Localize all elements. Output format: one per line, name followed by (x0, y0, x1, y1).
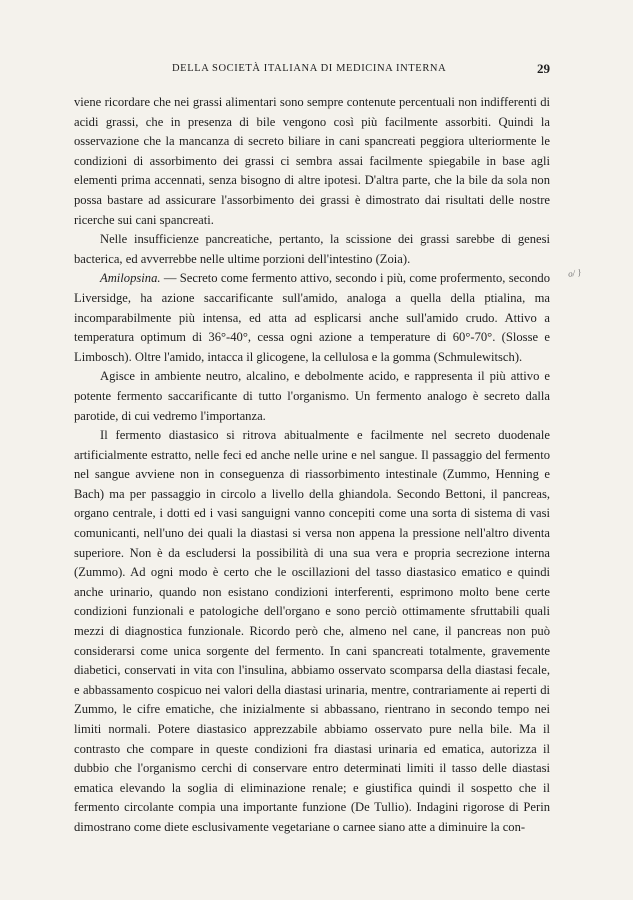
page-number: 29 (537, 61, 550, 76)
body-text (74, 93, 550, 838)
paragraph-amylopsin (74, 269, 550, 367)
paragraph-diastatic-ferment: Il fermento diastasico si ritrova abitualmente e facilmente nel secreto duodenale artificialmente estratto, nelle feci ed anche nelle urine e nel sangue. Il passaggio del fermento nel sangue avviene non in conseguenza di riassorbimento intestinale (Zummo, Henning e Bach) ma per passaggio in circolo a livello della ghiandola. Secondo Bettoni, il pancreas, organo centrale, i dotti ed i vasi sanguigni vanno concepiti come una sorta di sistema di vasi comunicanti, nell'uno dei quali la diastasi si versa non appena la pressione nell'altro diventa superiore. Non è da escludersi la possibilità di una sua vera e propria secrezione interna (Zummo). Ad ogni modo è certo che le oscillazioni del tasso diastasico ematico e quindi anche urinario, quando non esistano condizioni interferenti, esprimono molto bene certe condizioni funzionali e patologiche dell'organo e sono perciò ottimamente sfruttabili quali mezzi di diagnostica funzionale. Ricordo però che, almeno nel cane, il pancreas non può considerarsi come unica sorgente del fermento. In cani spancreati totalmente, gravemente diabetici, conservati in vita con l'insulina, abbiamo osservato scomparsa della diastasi fecale, e abbassamento cospicuo nei valori della diastasi urinaria, mentre, contrariamente ai reperti di Zummo, le cifre ematiche, che inizialmente si abbassano, rientrano in secondo tempo nei limiti normali. Potere diastasico apprezzabile abbiamo osservato pure nella bile. Ma il contrasto che compare in queste condizioni fra diastasi urinaria ed ematica, autorizza il dubbio che l'organismo cerchi di conservare entro determinati limiti il tasso delle diastasi ematica elevando la soglia di eliminazione renale; e giustifica quindi il sospetto che il fermento circolante compia una importante funzione (De Tullio). Indagini rigorose di Perin dimostrano come diete esclusivamente vegetariane o carnee siano atte a diminuire la con- (74, 428, 550, 834)
amylopsin-heading: Amilopsina. (100, 271, 161, 286)
amylopsin-text: — Secreto come fermento attivo, secondo i più, come profermento, secondo Liversidge, ha azione saccarificante sull'amido, analoga a quella della ptialina, ma incomparabilmente più intensa, ed atta ad esplicarsi anche sull'amido crudo. Attivo a temperatura optimum di 36°-40°, cessa ogni azione a temperature di 60°-70°. (Slosse e Limbosch). Oltre l'amido, intacca il glicogene, la cellulosa e la gomma (Schmulewitsch). (74, 271, 550, 364)
running-title: DELLA SOCIETÀ ITALIANA DI MEDICINA INTERNA (172, 63, 447, 74)
paragraph-pancreatic-insufficiency: Nelle insufficienze pancreatiche, pertanto, la scissione dei grassi sarebbe di genesi bacterica, ed avverrebbe nelle ultime porzioni dell'intestino (Zoia). (74, 232, 550, 266)
paragraph-saccharifying-ferment: Agisce in ambiente neutro, alcalino, e debolmente acido, e rappresenta il più attivo e potente fermento saccarificante di tutto l'organismo. Un fermento analogo è secreto dalla parotide, di cui vedremo l'importanza. (74, 369, 550, 423)
paragraph-fat-absorption: viene ricordare che nei grassi alimentari sono sempre contenute percentuali non indifferenti di acidi grassi, che in presenza di bile vengono così più facilmente assorbiti. Quindi la osservazione che la mancanza di secreto biliare in cani spancreati peggiora ulteriormente le condizioni di assorbimento dei grassi ci sembra assai facilmente spiegabile in base agli elementi prima accennati, senza bisogno di altre ipotesi. D'altra parte, che la bile da sola non possa bastare ad assicurare l'assorbimento dei grassi è dimostrato dai risultati delle nostre ricerche sui cani spancreati. (74, 95, 550, 227)
margin-annotation: o/ } (567, 267, 582, 279)
